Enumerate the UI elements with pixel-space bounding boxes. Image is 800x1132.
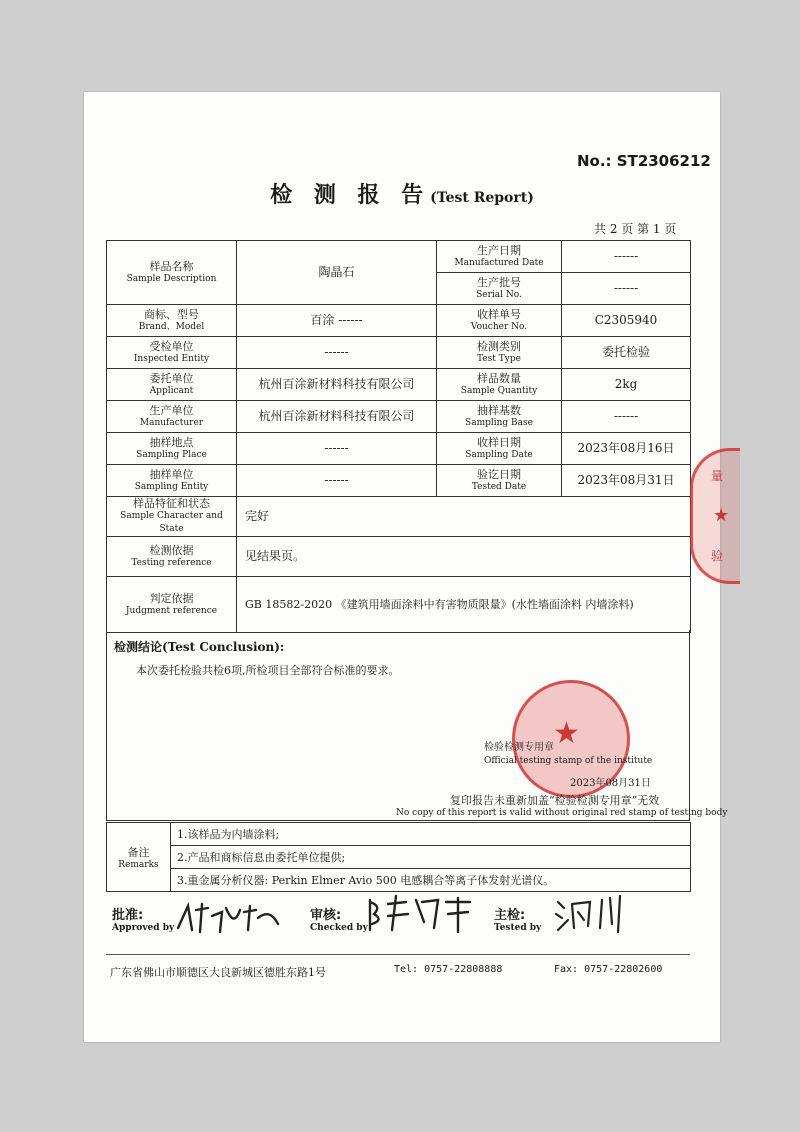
value-tested-date: 2023年08月31日 [562,465,691,497]
label-judgment-ref: 判定依据 Judgment reference [107,577,237,633]
label-quantity: 样品数量 Sample Quantity [437,369,562,401]
label-sampling-date: 收样日期 Sampling Date [437,433,562,465]
label-tested-date: 验讫日期 Tested Date [437,465,562,497]
label-sampling-place: 抽样地点 Sampling Place [107,433,237,465]
value-sample-desc: 陶晶石 [237,241,437,305]
footer-fax: Fax: 0757-22802600 [554,964,663,975]
checked-signature-scribble [364,892,484,936]
report-number: No.: ST2306212 [577,152,711,170]
edge-star-icon: ★ [713,505,730,526]
copy-notice-en: No copy of this report is valid without original red stamp of testing body [396,808,728,818]
report-title [84,178,720,209]
conclusion-text: 本次委托检验共检6项,所检项目全部符合标准的要求。 [136,664,400,677]
value-test-type: 委托检验 [562,337,691,369]
title-cn: 检 测 报 告 [270,183,431,208]
checked-label: 审核: Checked by [310,908,368,933]
copy-notice-cn: 复印报告未重新加盖“检验检测专用章”无效 [450,794,660,807]
value-sampling-place: ------ [237,433,437,465]
edge-stamp-char: 量 [711,469,724,483]
label-testing-ref: 检测依据 Testing reference [107,537,237,577]
value-voucher: C2305940 [562,305,691,337]
stamp-title-en: Official testing stamp of the institute [484,756,653,766]
value-sampling-entity: ------ [237,465,437,497]
value-manufacturer: 杭州百涂新材料科技有限公司 [237,401,437,433]
remark-item: 3.重金属分析仪器: Perkin Elmer Avio 500 电感耦合等离子体发射光谱仪。 [171,869,691,892]
footer-tel: Tel: 0757-22808888 [394,964,503,975]
edge-stamp-char: 验 [711,549,724,563]
tested-signature [554,892,634,940]
label-sampling-entity: 抽样单位 Sampling Entity [107,465,237,497]
approved-signature [174,898,284,942]
remarks-label: 备注 Remarks [107,823,171,892]
remark-item: 2.产品和商标信息由委托单位提供; [171,846,691,869]
report-page [84,92,728,1042]
label-mfg-date: 生产日期 Manufactured Date [437,241,562,273]
value-inspected: ------ [237,337,437,369]
value-quantity: 2kg [562,369,691,401]
value-brand: 百涂 ------ [237,305,437,337]
stamp-star-icon: ★ [553,716,580,751]
label-sampling-base: 抽样基数 Sampling Base [437,401,562,433]
value-testing-ref: 见结果页。 [237,537,691,577]
conclusion-title: 检测结论(Test Conclusion): [114,640,285,654]
approved-signature-scribble [174,898,284,938]
stamp-date: 2023年08月31日 [570,778,651,789]
checked-signature [364,892,484,940]
value-mfg-date: ------ [562,241,691,273]
label-inspected: 受检单位 Inspected Entity [107,337,237,369]
edge-stamp [690,448,740,584]
sample-info-table [106,240,691,633]
label-voucher: 收样单号 Voucher No. [437,305,562,337]
footer-divider [106,954,690,955]
value-serial-no: ------ [562,273,691,305]
approved-label: 批准: Approved by [112,908,175,933]
label-test-type: 检测类别 Test Type [437,337,562,369]
tested-label: 主检: Tested by [494,908,542,933]
label-serial-no: 生产批号 Serial No. [437,273,562,305]
remarks-table [106,822,691,892]
footer-address: 广东省佛山市顺德区大良新城区德胜东路1号 [110,966,326,979]
label-sample-desc: 样品名称 Sample Description [107,241,237,305]
label-manufacturer: 生产单位 Manufacturer [107,401,237,433]
stamp-title: 检验检测专用章 [484,742,554,753]
page-info: 共 2 页 第 1 页 [594,222,677,236]
value-judgment-ref: GB 18582-2020 《建筑用墙面涂料中有害物质限量》(水性墙面涂料 内墙涂料) [237,577,691,633]
remark-item: 1.该样品为内墙涂料; [171,823,691,846]
title-en: (Test Report) [430,190,534,206]
label-character: 样品特征和状态 Sample Character and State [107,497,237,537]
tested-signature-scribble [554,892,634,936]
value-character: 完好 [237,497,691,537]
value-sampling-base: ------ [562,401,691,433]
value-sampling-date: 2023年08月16日 [562,433,691,465]
value-applicant: 杭州百涂新材料科技有限公司 [237,369,437,401]
label-applicant: 委托单位 Applicant [107,369,237,401]
label-brand: 商标、型号 Brand、Model [107,305,237,337]
